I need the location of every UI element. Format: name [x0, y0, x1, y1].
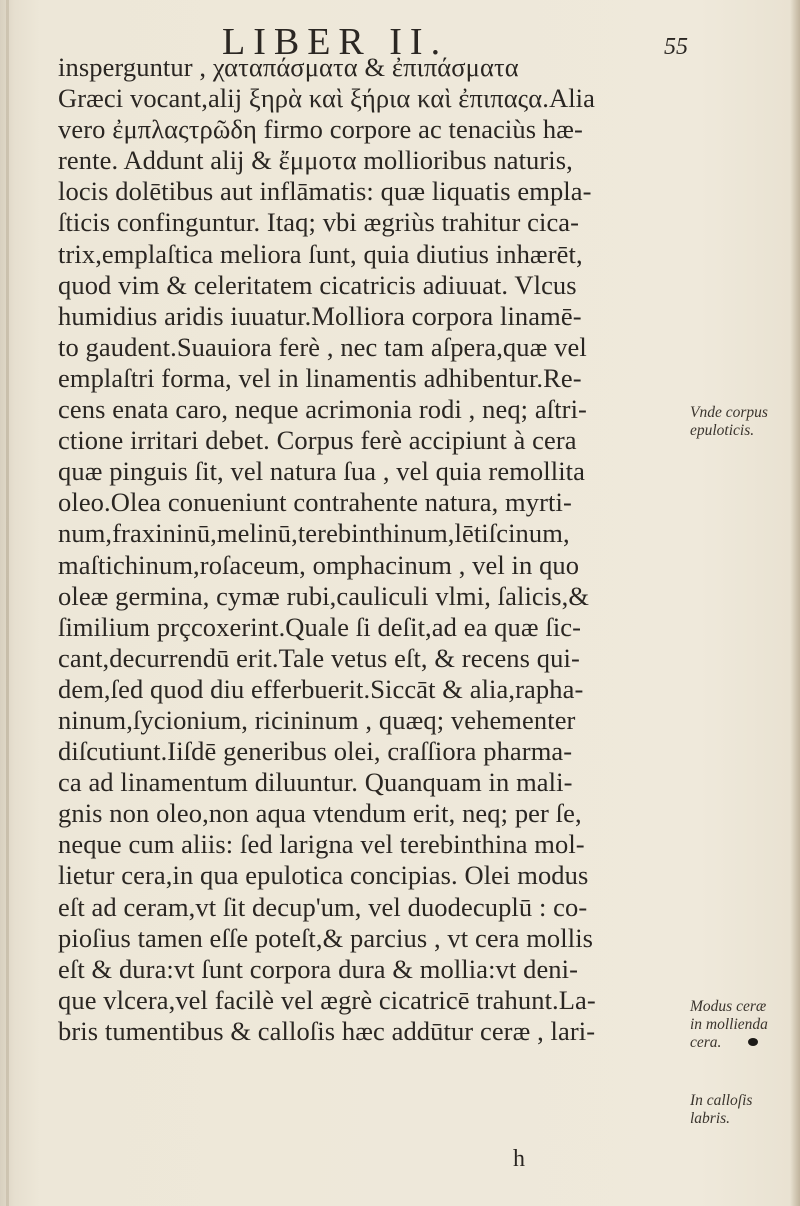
- text-line: diſcutiunt.Iiſdē generibus olei, craſſiora pharma-: [58, 736, 573, 767]
- text-line: trix,emplaſtica meliora ſunt, quia diutius inhærēt,: [58, 238, 583, 269]
- text-line: quod vim & celeritatem cicatricis adiuuat. Vlcus: [58, 269, 577, 300]
- text-line: pioſius tamen eſſe poteſt,& parcius , vt cera mollis: [58, 922, 594, 953]
- running-head: LIBER II.: [222, 21, 449, 63]
- marginal-note-epuloticis: [690, 404, 768, 440]
- marginal-note-line: cera.: [690, 1034, 722, 1051]
- page-edge-shadow: [790, 0, 800, 1206]
- text-line: gnis non oleo,non aqua vtendum erit, neq; per ſe,: [58, 798, 582, 829]
- catchword: h: [513, 1146, 525, 1172]
- text-line: eſt ad ceram,vt ſit decup'um, vel duodecuplū : co-: [58, 891, 588, 922]
- main-text-block: [58, 52, 658, 1047]
- folio-number: 55: [664, 34, 688, 60]
- text-line: ſimilium prçcoxerint.Quale ſi deſit,ad ea quæ ſic-: [58, 611, 582, 642]
- marginal-note-line: labris.: [690, 1110, 731, 1127]
- text-line: neque cum aliis: ſed larigna vel terebinthina mol-: [58, 829, 585, 860]
- text-line: locis dolētibus aut inflāmatis: quæ liquatis empla-: [58, 176, 592, 207]
- text-line: bris tumentibus & calloſis hæc addūtur ceræ , lari-: [58, 1015, 596, 1046]
- text-line: num,fraxininū,melinū,terebinthinum,lētiſcinum,: [58, 518, 570, 549]
- text-line: dem,ſed quod diu efferbuerit.Siccāt & alia,rapha-: [58, 673, 584, 704]
- text-line: eſt & dura:vt ſunt corpora dura & mollia:vt deni-: [58, 953, 579, 984]
- text-line: ca ad linamentum diluuntur. Quanquam in mali-: [58, 767, 573, 798]
- text-line: cant,decurrendū erit.Tale vetus eſt, & recens qui-: [58, 642, 580, 673]
- text-line: to gaudent.Suauiora ferè , nec tam aſpera,quæ vel: [58, 331, 587, 362]
- text-line: maſtichinum,roſaceum, omphacinum , vel in quo: [58, 549, 580, 580]
- text-line: ninum,ſycionium, ricininum , quæq; vehementer: [58, 704, 576, 735]
- marginal-note-line: in mollienda: [690, 1016, 768, 1033]
- text-line: rente. Addunt alij & ἔμμοτα mollioribus naturis,: [58, 145, 573, 176]
- text-line: ſticis confinguntur. Itaq; vbi ægriùs trahitur cica-: [58, 207, 580, 238]
- text-line: Græci vocant,alij ξηρὰ καὶ ξήρια καὶ ἐπιπαςα.Alia: [58, 83, 596, 114]
- text-line: ctione irritari debet. Corpus ferè accipiunt à cera: [58, 425, 577, 456]
- text-line: oleo.Olea conueniunt contrahente natura, myrti-: [58, 487, 572, 518]
- marginal-note-line: Modus ceræ: [690, 998, 767, 1015]
- text-line: insperguntur , χαταπάσματα & ἐπιπάσματα: [58, 52, 519, 82]
- text-line: que vlcera,vel facilè vel ægrè cicatricē trahunt.La-: [58, 984, 596, 1015]
- text-line: oleæ germina, cymæ rubi,cauliculi vlmi, ſalicis,&: [58, 580, 590, 611]
- ink-blot: [748, 1038, 758, 1046]
- text-line: quæ pinguis ſit, vel natura ſua , vel quia remollita: [58, 456, 585, 487]
- text-line: lietur cera,in qua epulotica concipias. Olei modus: [58, 860, 589, 891]
- binding-gutter: [6, 0, 9, 1206]
- marginal-note-line: Vnde corpus: [690, 404, 768, 421]
- marginal-note-callosis: [690, 1092, 752, 1128]
- text-line: cens enata caro, neque acrimonia rodi , neq; aſtri-: [58, 394, 587, 425]
- text-line: vero ἐμπλαςτρῶδη firmo corpore ac tenaciùs hæ-: [58, 114, 583, 145]
- text-line: emplaſtri forma, vel in linamentis adhibentur.Re-: [58, 362, 582, 393]
- text-line: humidius aridis iuuatur.Molliora corpora linamē-: [58, 300, 582, 331]
- marginal-note-line: epuloticis.: [690, 422, 755, 439]
- marginal-note-line: In calloſis: [690, 1092, 753, 1109]
